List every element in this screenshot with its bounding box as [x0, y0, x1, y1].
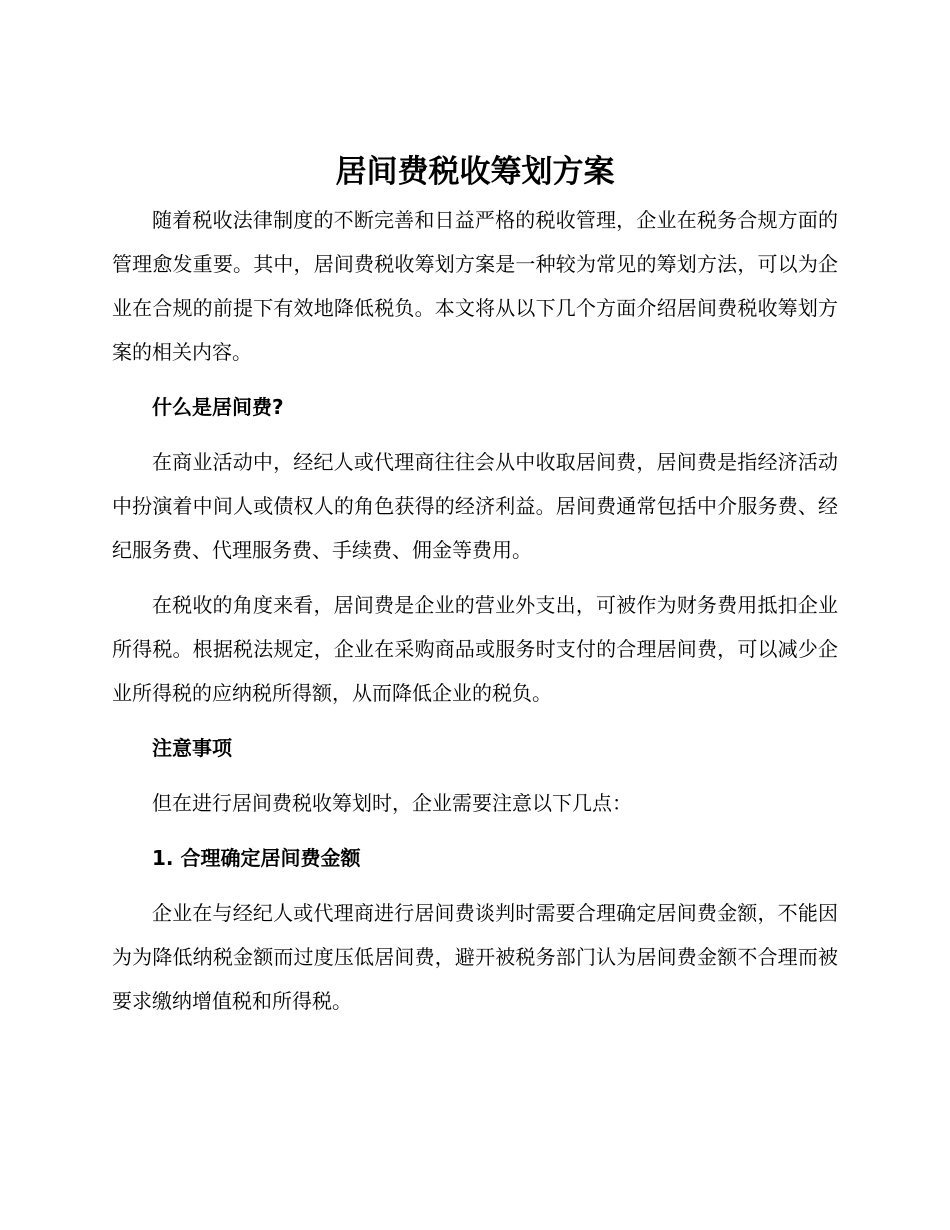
intro-paragraph: 随着税收法律制度的不断完善和日益严格的税收管理，企业在税务合规方面的管理愈发重要。其中，居间费税收筹划方案是一种较为常见的筹划方法，可以为企业在合规的前提下有效地降低税负。本文将从以下几个方面介绍居间费税收筹划方案的相关内容。 [112, 208, 838, 364]
section-heading-notes: 注意事项 [152, 736, 232, 760]
section-heading-what-is-fee: 什么是居间费? [152, 395, 284, 419]
definition-paragraph: 在商业活动中，经纪人或代理商往往会从中收取居间费，居间费是指经济活动中扮演着中间人或债权人的角色获得的经济利益。居间费通常包括中介服务费、经纪服务费、代理服务费、手续费、佣金等费用。 [112, 450, 838, 562]
subheading-fee-amount: 1. 合理确定居间费金额 [152, 846, 361, 870]
tax-angle-paragraph: 在税收的角度来看，居间费是企业的营业外支出，可被作为财务费用抵扣企业所得税。根据税法规定，企业在采购商品或服务时支付的合理居间费，可以减少企业所得税的应纳税所得额，从而降低企业的税负。 [112, 593, 838, 705]
notes-intro-paragraph: 但在进行居间费税收筹划时，企业需要注意以下几点： [152, 791, 632, 815]
document-title: 居间费税收筹划方案 [335, 154, 615, 190]
fee-amount-paragraph: 企业在与经纪人或代理商进行居间费谈判时需要合理确定居间费金额，不能因为为降低纳税金额而过度压低居间费，避开被税务部门认为居间费金额不合理而被要求缴纳增值税和所得税。 [112, 901, 838, 1013]
